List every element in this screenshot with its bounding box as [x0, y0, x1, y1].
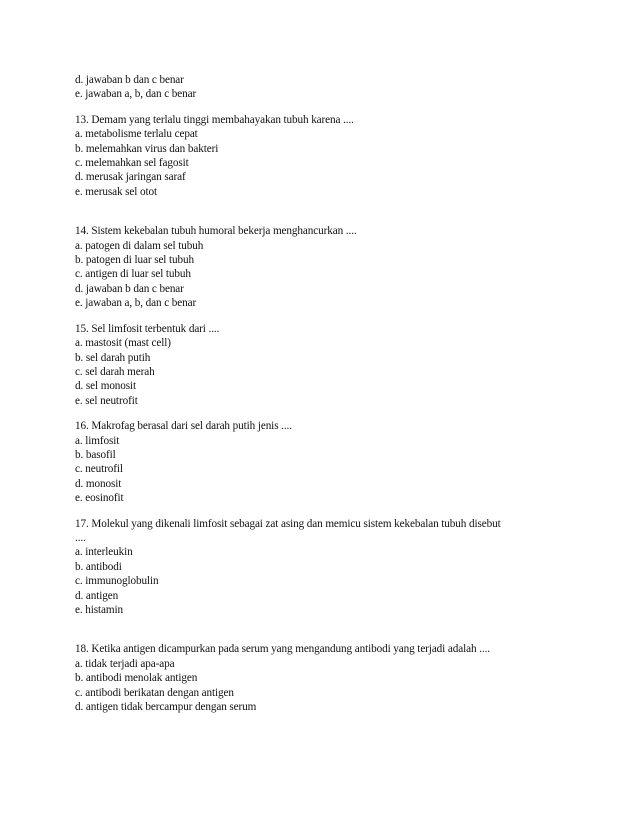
option-a-16: a. limfosit — [75, 434, 120, 447]
option-c-18: c. antibodi berikatan dengan antigen — [75, 686, 234, 699]
option-a-17: a. interleukin — [75, 546, 133, 559]
option-b-16: b. basofil — [75, 448, 116, 461]
option-e-16: e. eosinofit — [75, 492, 124, 505]
option-e-15: e. sel neutrofit — [75, 394, 138, 407]
option-b-13: b. melemahkan virus dan bakteri — [75, 142, 219, 155]
option-a-18: a. tidak terjadi apa-apa — [75, 657, 175, 670]
option-a-13: a. metabolisme terlalu cepat — [75, 128, 198, 141]
option-c-14: c. antigen di luar sel tubuh — [75, 268, 191, 281]
option-e-14: e. jawaban a, b, dan c benar — [75, 297, 197, 310]
question-18: 18. Ketika antigen dicampurkan pada serum yang mengandung antibodi yang terjadi adalah .... — [75, 643, 490, 656]
option-d-17: d. antigen — [75, 589, 119, 602]
option-d-12: d. jawaban b dan c benar — [75, 74, 184, 86]
option-a-15: a. mastosit (mast cell) — [75, 337, 171, 350]
option-b-14: b. patogen di luar sel tubuh — [75, 254, 194, 267]
option-c-17: c. immunoglobulin — [75, 575, 159, 588]
option-c-13: c. melemahkan sel fagosit — [75, 157, 189, 170]
option-c-16: c. neutrofil — [75, 463, 123, 476]
option-b-18: b. antibodi menolak antigen — [75, 672, 198, 685]
option-e-17: e. histamin — [75, 604, 123, 616]
question-17: 17. Molekul yang dikenali limfosit sebagai zat asing dan memicu sistem kekebalan tubuh disebut — [75, 517, 501, 530]
option-b-17: b. antibodi — [75, 560, 122, 573]
question-13: 13. Demam yang terlalu tinggi membahayakan tubuh karena .... — [75, 113, 354, 126]
document-page — [75, 73, 575, 714]
option-d-18: d. antigen tidak bercampur dengan serum — [75, 701, 257, 714]
option-e-13: e. merusak sel otot — [75, 185, 157, 198]
option-d-13: d. merusak jaringan saraf — [75, 171, 186, 184]
option-c-15: c. sel darah merah — [75, 365, 155, 378]
question-17-continuation: .... — [75, 531, 86, 544]
option-a-14: a. patogen di dalam sel tubuh — [75, 239, 204, 252]
option-d-15: d. sel monosit — [75, 380, 137, 393]
question-15: 15. Sel limfosit terbentuk dari .... — [75, 322, 220, 335]
option-b-15: b. sel darah putih — [75, 351, 151, 364]
question-14: 14. Sistem kekebalan tubuh humoral bekerja menghancurkan .... — [75, 225, 357, 238]
option-e-12: e. jawaban a, b, dan c benar — [75, 88, 197, 101]
option-d-16: d. monosit — [75, 477, 122, 490]
option-d-14: d. jawaban b dan c benar — [75, 282, 184, 295]
question-16: 16. Makrofag berasal dari sel darah putih jenis .... — [75, 420, 292, 433]
